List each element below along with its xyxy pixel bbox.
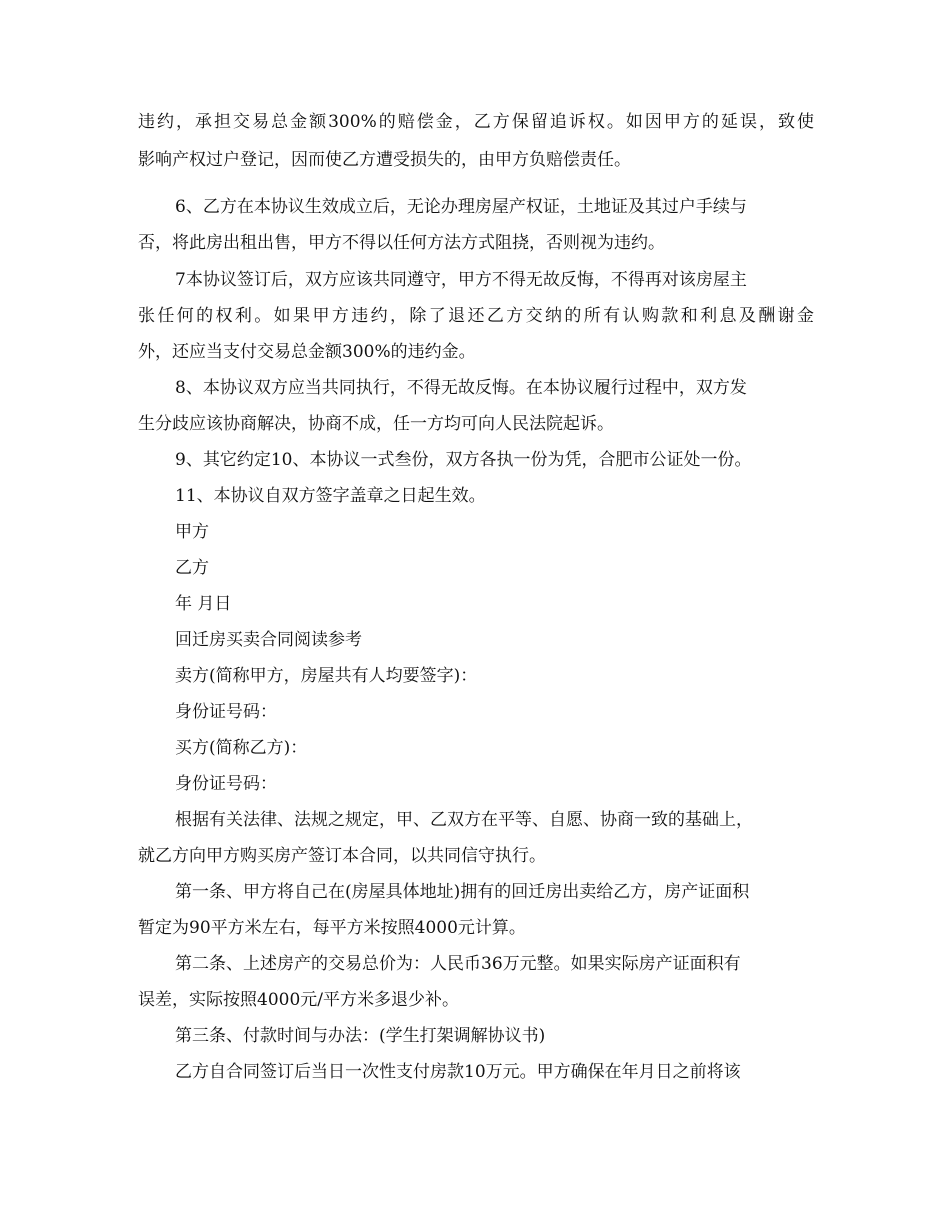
signature-party-b: 乙方 <box>175 558 209 578</box>
text-line: 就乙方向甲方购买房产签订本合同，以共同信守执行。 <box>138 846 546 866</box>
text-line: 11、本协议自双方签字盖章之日起生效。 <box>175 486 486 506</box>
text-line: 9、其它约定10、本协议一式叁份，双方各执一份为凭，合肥市公证处一份。 <box>175 450 752 470</box>
text-line: 卖方(简称甲方，房屋共有人均要签字)： <box>175 666 478 686</box>
text-line: 生分歧应该协商解决，协商不成，任一方均可向人民法院起诉。 <box>138 414 614 434</box>
text-line: 根据有关法律、法规之规定，甲、乙双方在平等、自愿、协商一致的基础上， <box>175 810 753 830</box>
text-line: 第二条、上述房产的交易总价为：人民币36万元整。如果实际房产证面积有 <box>175 954 741 974</box>
signature-party-a: 甲方 <box>175 522 209 542</box>
signature-date: 年 月日 <box>175 594 232 614</box>
text-line: 否，将此房出租出售，甲方不得以任何方法方式阻挠，否则视为违约。 <box>138 233 665 253</box>
text-line: 第三条、付款时间与办法：(学生打架调解协议书) <box>175 1026 546 1046</box>
text-line: 8、本协议双方应当共同执行，不得无故反悔。在本协议履行过程中，双方发 <box>175 378 747 398</box>
text-line: 第一条、甲方将自己在(房屋具体地址)拥有的回迁房出卖给乙方，房产证面积 <box>175 882 750 902</box>
text-line: 违约，承担交易总金额300%的赔偿金，乙方保留追诉权。如因甲方的延误，致使 <box>138 112 814 132</box>
text-line: 6、乙方在本协议生效成立后，无论办理房屋产权证，土地证及其过户手续与 <box>175 197 747 217</box>
section-title: 回迁房买卖合同阅读参考 <box>175 630 362 650</box>
text-line: 张任何的权利。如果甲方违约，除了退还乙方交纳的所有认购款和利息及酬谢金 <box>138 306 814 326</box>
text-line: 暂定为90平方米左右，每平方米按照4000元计算。 <box>138 918 526 938</box>
text-line: 身份证号码： <box>175 702 277 722</box>
text-line: 外，还应当支付交易总金额300%的违约金。 <box>138 342 476 362</box>
text-line: 乙方自合同签订后当日一次性支付房款10万元。甲方确保在年月日之前将该 <box>175 1062 741 1082</box>
text-line: 误差，实际按照4000元/平方米多退少补。 <box>138 990 459 1010</box>
text-line: 身份证号码： <box>175 774 277 794</box>
text-line: 7本协议签订后，双方应该共同遵守，甲方不得无故反悔，不得再对该房屋主 <box>175 270 747 290</box>
text-line: 影响产权过户登记，因而使乙方遭受损失的，由甲方负赔偿责任。 <box>138 150 631 170</box>
text-line: 买方(简称乙方)： <box>175 738 308 758</box>
